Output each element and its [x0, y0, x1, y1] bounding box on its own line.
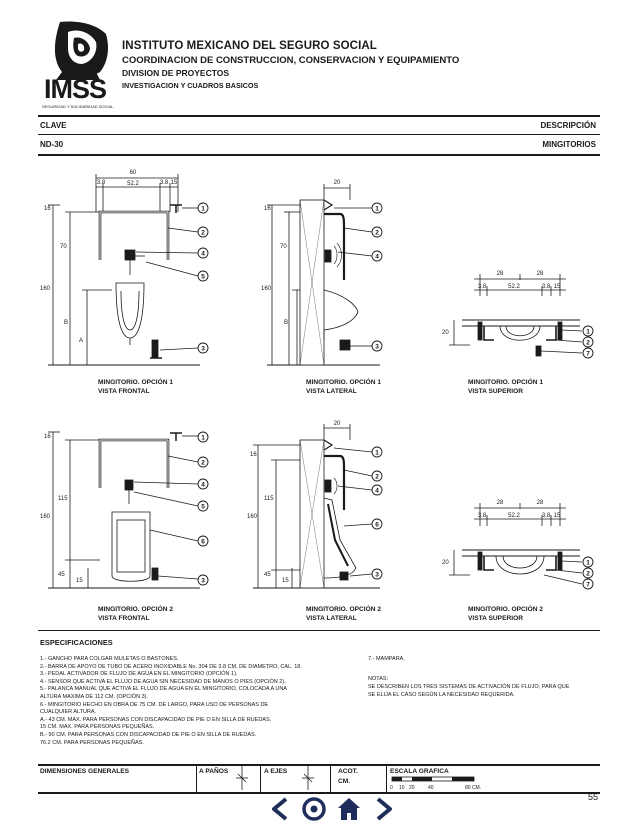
callout-number: 2 — [586, 570, 590, 578]
callout-number: 7 — [586, 350, 590, 358]
dim-160-fr2: 160 — [40, 514, 51, 520]
dim-52-2-sup2: 52.2 — [508, 513, 520, 519]
caption-op2-superior-title: MINGITORIO. OPCIÓN 2 — [468, 606, 543, 613]
dim-3-8-sup1-left: 3.8 — [477, 284, 487, 290]
dim-20-sup2: 20 — [442, 560, 449, 566]
dim-20-lat2: 20 — [333, 421, 341, 427]
caption-op1-lateral-view: VISTA LATERAL — [306, 388, 357, 395]
callout-number: 2 — [201, 229, 205, 237]
callout-number: 5 — [201, 273, 205, 281]
callout-number: 1 — [375, 449, 379, 457]
spec-line: 3.- PEDAL ACTIVADOR DE FLUJO DE AGUA EN EL MINGITORIO (OPCIÓN 1). — [40, 671, 238, 678]
caption-op1-lateral — [306, 378, 381, 396]
specs-top-rule — [38, 630, 600, 631]
dim-15-fr2: 15 — [76, 578, 83, 584]
callout-number: 2 — [586, 339, 590, 347]
caption-op2-lateral-view: VISTA LATERAL — [306, 615, 357, 622]
dim-115-fr2: 115 — [58, 496, 68, 502]
caption-op1-frontal — [98, 378, 173, 396]
caption-op2-lateral — [306, 605, 381, 623]
spec-line: 6.- MINGITORIO HECHO EN OBRA DE 75 CM. DE LARGO, PARA USO DE PERSONAS DE — [40, 701, 269, 708]
callout-number: 2 — [375, 229, 379, 237]
caption-op2-frontal-view: VISTA FRONTAL — [98, 615, 150, 622]
callout-number: 4 — [201, 481, 205, 489]
clave-label: CLAVE — [40, 121, 67, 130]
callout-number: 2 — [201, 459, 205, 467]
op1-frontal-drawing — [48, 174, 200, 365]
dim-52-2: 52.2 — [127, 181, 139, 187]
dim-15-sup2: 15 — [553, 513, 561, 519]
dim-28-sup1-left: 28 — [496, 271, 504, 277]
specs-list — [40, 656, 302, 747]
caption-op2-lateral-title: MINGITORIO. OPCIÓN 2 — [306, 606, 381, 613]
dim-28-sup2-left: 28 — [496, 500, 504, 506]
target-icon — [301, 796, 327, 822]
spec-line: B.- 90 CM. PARA PERSONAS CON DISCAPACIDAD DE PIE O EN SILLA DE RUEDAS. — [40, 731, 257, 738]
callout-number: 3 — [375, 571, 379, 579]
dim-60: 60 — [129, 170, 137, 176]
spec-mampara: 7.- MAMPARA. — [368, 656, 405, 662]
spec-line: 5.- PALANCA MANUAL QUE ACTIVA EL FLUJO DE AGUA EN EL MINGITORIO, COLOCADA A UNA — [40, 686, 287, 693]
scale-tick-20: 20 — [409, 785, 415, 791]
caption-op1-superior-view: VISTA SUPERIOR — [468, 388, 523, 395]
callout-number: 1 — [586, 328, 590, 336]
logo-tagline: SEGURIDAD Y SOLIDARIDAD SOCIAL — [42, 104, 114, 109]
caption-op1-superior-title: MINGITORIO. OPCIÓN 1 — [468, 379, 543, 386]
dim-16-fr2: 16 — [44, 434, 51, 440]
dim-3-8-left: 3.8 — [96, 180, 106, 186]
callout-number: 4 — [375, 487, 379, 495]
spec-line: 76.2 CM. PARA PERSONAS PEQUEÑAS. — [40, 739, 144, 746]
scale-tick-40: 40 — [428, 785, 434, 791]
op2-frontal-drawing — [48, 432, 200, 588]
scale-tick-10: 10 — [399, 785, 405, 791]
caption-op1-frontal-title: MINGITORIO. OPCIÓN 1 — [98, 379, 173, 386]
dim-45-fr2: 45 — [58, 572, 65, 578]
caption-op2-frontal-title: MINGITORIO. OPCIÓN 2 — [98, 606, 173, 613]
dim-3-8-sup2-right: 3.8 — [541, 513, 551, 519]
footer-a-panos: A PAÑOS — [199, 768, 229, 775]
callout-number: 7 — [586, 581, 590, 589]
dim-28-sup1-right: 28 — [536, 271, 544, 277]
dim-160-lat2: 160 — [247, 514, 258, 520]
caption-op1-lateral-title: MINGITORIO. OPCIÓN 1 — [306, 379, 381, 386]
dim-16-lat2: 16 — [250, 452, 257, 458]
callout-number: 4 — [375, 253, 379, 261]
coordination-title: COORDINACION DE CONSTRUCCION, CONSERVACION Y EQUIPAMIENTO — [122, 55, 460, 66]
dim-3-8-sup2-left: 3.8 — [477, 513, 487, 519]
notes-line-1: SE DESCRIBEN LOS TRES SISTEMAS DE ACTIVACIÓN DE FLUJO, PARA QUE — [368, 684, 570, 690]
scale-tick-0: 0 — [390, 785, 393, 791]
caption-op1-superior — [468, 378, 543, 396]
institution-title: INSTITUTO MEXICANO DEL SEGURO SOCIAL — [122, 40, 377, 52]
spec-line: CUALQUIER ALTURA. — [40, 709, 97, 716]
spec-line: 15 CM. MAX. PARA PERSONAS PEQUEÑAS. — [40, 724, 155, 731]
prev-button[interactable] — [268, 796, 294, 822]
spec-line: ALTURA MAXIMA DE 112 CM. (OPCIÓN 3). — [40, 693, 148, 700]
division-title: DIVISION DE PROYECTOS — [122, 68, 230, 78]
notes-line-2: SE ELIJA EL CASO SEGÚN LA NECESIDAD REQUERIDA. — [368, 692, 515, 698]
callout-number: 1 — [375, 205, 379, 213]
dim-16: 16 — [44, 206, 51, 212]
notes-title: NOTAS: — [368, 676, 389, 682]
specs-title: ESPECIFICACIONES — [40, 638, 113, 647]
dim-70-lat1: 70 — [280, 244, 287, 250]
dim-3-8-right: 3.8 — [159, 180, 169, 186]
op1-lateral-drawing — [267, 184, 380, 365]
caption-op2-frontal — [98, 605, 173, 623]
dim-3-8-sup1-right: 3.8 — [541, 284, 551, 290]
dim-70: 70 — [60, 244, 67, 250]
footer-escala: ESCALA GRAFICA — [390, 768, 449, 775]
chevron-right-icon — [370, 796, 396, 822]
dim-160-lat1: 160 — [261, 286, 272, 292]
target-button[interactable] — [301, 796, 327, 822]
page-number: 55 — [587, 792, 598, 802]
dim-15: 15 — [170, 180, 178, 186]
callout-number: 3 — [201, 345, 205, 353]
callout-number: 4 — [201, 250, 205, 258]
dim-20-sup1: 20 — [442, 330, 449, 336]
footer-symbols — [0, 760, 638, 800]
dim-45-lat2: 45 — [264, 572, 271, 578]
dim-b: B — [64, 320, 69, 326]
caption-op2-superior-view: VISTA SUPERIOR — [468, 615, 523, 622]
caption-op1-frontal-view: VISTA FRONTAL — [98, 388, 150, 395]
unit-title: INVESTIGACION Y CUADROS BASICOS — [122, 81, 259, 90]
footer-dimensiones: DIMENSIONES GENERALES — [40, 768, 130, 775]
dim-20-lat1: 20 — [333, 180, 341, 186]
next-button[interactable] — [370, 796, 396, 822]
callout-number: 2 — [375, 473, 379, 481]
callout-number: 6 — [201, 538, 205, 546]
dim-52-2-sup1: 52.2 — [508, 284, 520, 290]
home-icon — [336, 796, 362, 822]
callout-number: 1 — [201, 434, 205, 442]
footer-acot-2: CM. — [338, 778, 351, 785]
dim-b-lat1: B — [284, 320, 289, 326]
clave-value: ND-30 — [40, 140, 64, 149]
dim-15-sup1: 15 — [553, 284, 561, 290]
scale-tick-80: 80 CM. — [465, 785, 482, 791]
dim-160: 160 — [40, 286, 51, 292]
spec-line: 1.- GANCHO PARA COLGAR MULETAS O BASTONES. — [40, 656, 179, 662]
spec-line: 4.- SENSOR QUE ACTIVA EL FLUJO DE AGUA SIN NECESIDAD DE MANOS O PIES (OPCIÓN 2). — [40, 678, 286, 685]
footer-a-ejes: A EJES — [264, 768, 288, 775]
callout-number: 6 — [375, 521, 379, 529]
dim-16-lat1: 16 — [264, 206, 271, 212]
callout-number: 3 — [201, 577, 205, 585]
caption-op2-superior — [468, 605, 543, 623]
op2-lateral-drawing — [253, 424, 380, 588]
descripcion-label: DESCRIPCIÓN — [540, 121, 596, 130]
dim-115-lat2: 115 — [264, 496, 274, 502]
footer-acot-1: ACOT. — [338, 768, 358, 775]
home-button[interactable] — [336, 796, 362, 822]
spec-line: 2.- BARRA DE APOYO DE TUBO DE ACERO INOXIDABLE No. 304 DE 3.8 CM. DE DIAMETRO, CAL. 18. — [40, 663, 302, 670]
callout-number: 1 — [586, 559, 590, 567]
logo-text: IMSS — [44, 74, 107, 104]
descripcion-value: MINGITORIOS — [542, 140, 596, 149]
callout-number: 3 — [375, 343, 379, 351]
dim-15-lat2: 15 — [282, 578, 289, 584]
callout-number: 5 — [201, 503, 205, 511]
chevron-left-icon — [268, 796, 294, 822]
spec-line: A.- 43 CM. MAX. PARA PERSONAS CON DISCAPACIDAD DE PIE O EN SILLA DE RUEDAS. — [40, 716, 272, 723]
dim-28-sup2-right: 28 — [536, 500, 544, 506]
callout-number: 1 — [201, 205, 205, 213]
dim-a: A — [79, 338, 84, 344]
